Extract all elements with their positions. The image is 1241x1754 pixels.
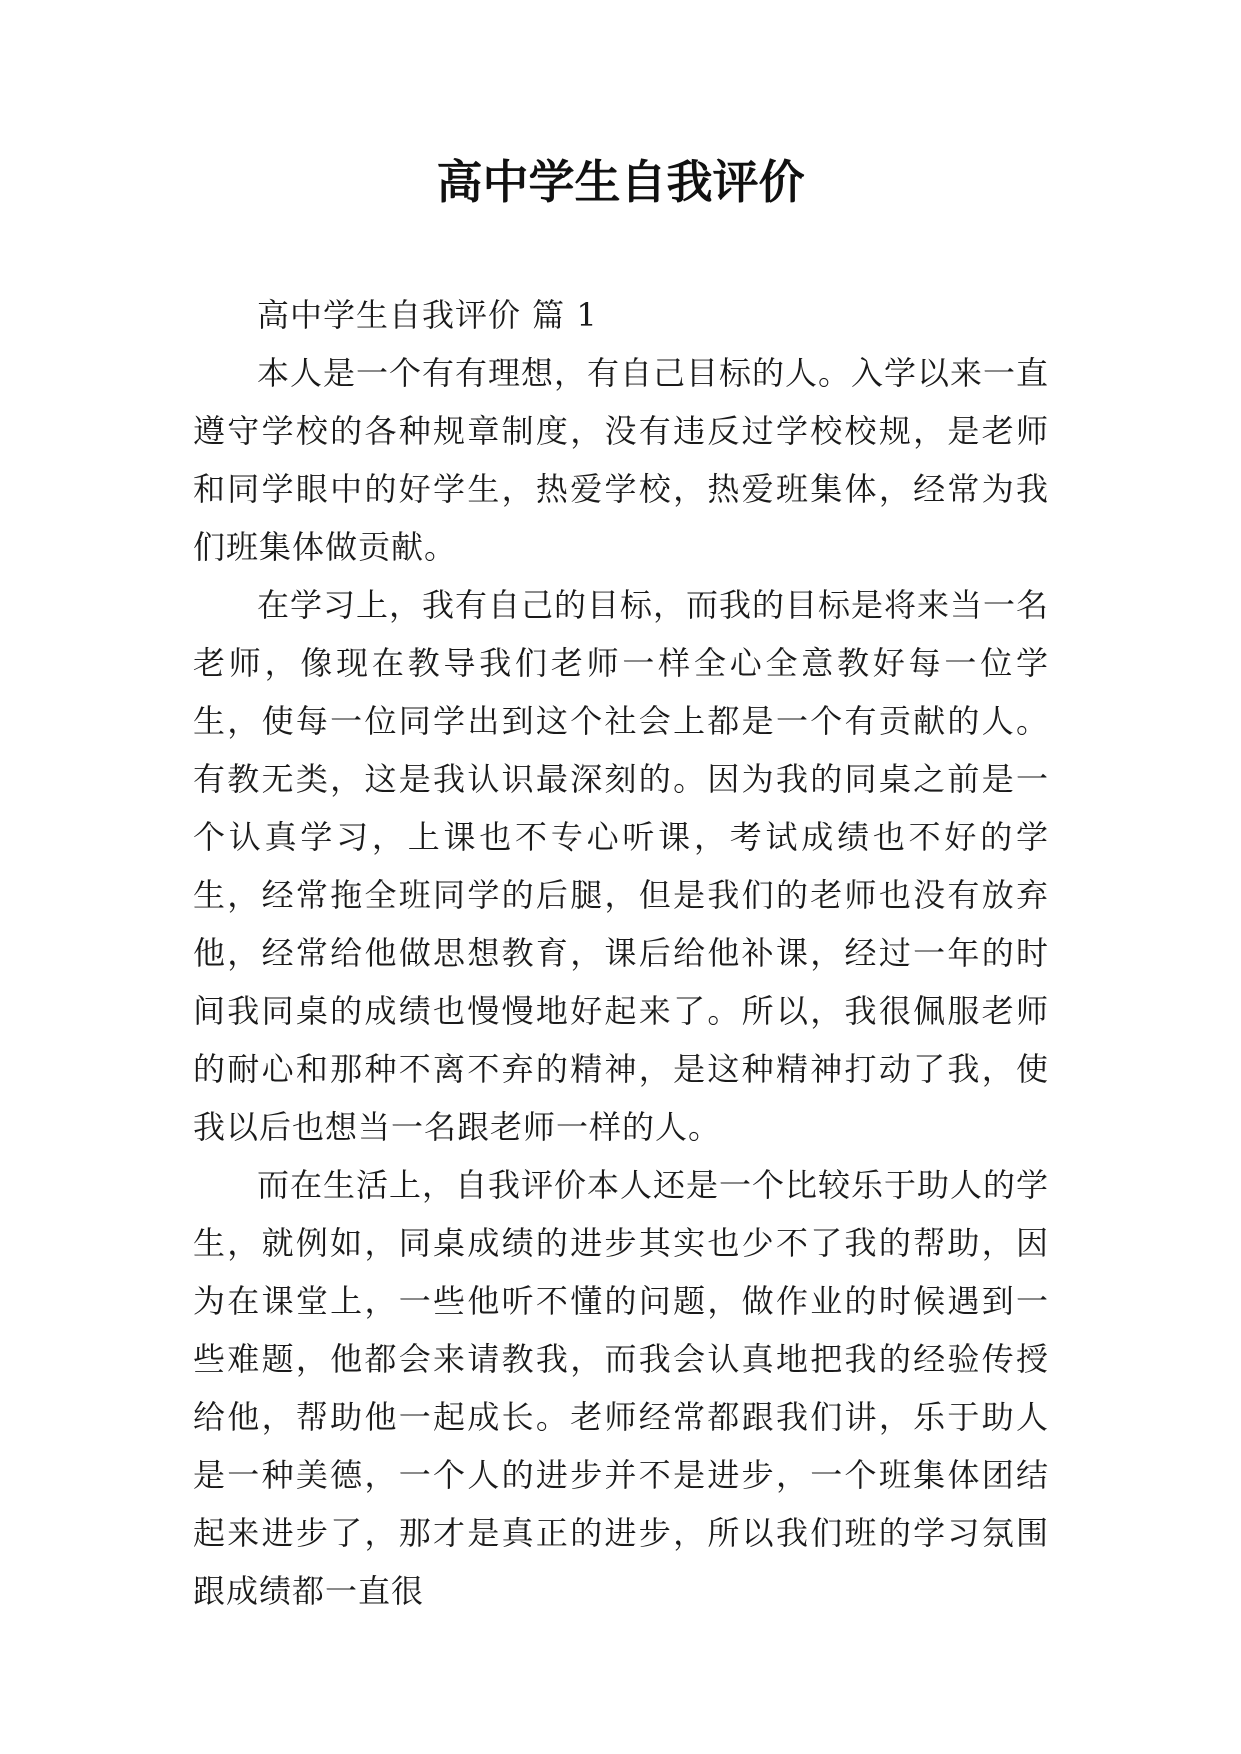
document-body	[193, 286, 1049, 1620]
document-title: 高中学生自我评价	[436, 155, 805, 209]
paragraph-1: 本人是一个有有理想，有自己目标的人。入学以来一直遵守学校的各种规章制度，没有违反过学校校规，是老师和同学眼中的好学生，热爱学校，热爱班集体，经常为我们班集体做贡献。	[193, 354, 1050, 566]
paragraph-2: 在学习上，我有自己的目标，而我的目标是将来当一名老师，像现在教导我们老师一样全心全意教好每一位学生，使每一位同学出到这个社会上都是一个有贡献的人。有教无类，这是我认识最深刻的。因为我的同桌之前是一个认真学习，上课也不专心听课，考试成绩也不好的学生，经常拖全班同学的后腿，但是我们的老师也没有放弃他，经常给他做思想教育，课后给他补课，经过一年的时间我同桌的成绩也慢慢地好起来了。所以，我很佩服老师的耐心和那种不离不弃的精神，是这种精神打动了我，使我以后也想当一名跟老师一样的人。	[193, 586, 1050, 1146]
paragraph-3: 而在生活上，自我评价本人还是一个比较乐于助人的学生，就例如，同桌成绩的进步其实也少不了我的帮助，因为在课堂上，一些他听不懂的问题，做作业的时候遇到一些难题，他都会来请教我，而我会认真地把我的经验传授给他，帮助他一起成长。老师经常都跟我们讲，乐于助人是一种美德，一个人的进步并不是进步，一个班集体团结起来进步了，那才是真正的进步，所以我们班的学习氛围跟成绩都一直很	[193, 1166, 1050, 1610]
section-heading: 高中学生自我评价 篇 1	[257, 296, 598, 334]
